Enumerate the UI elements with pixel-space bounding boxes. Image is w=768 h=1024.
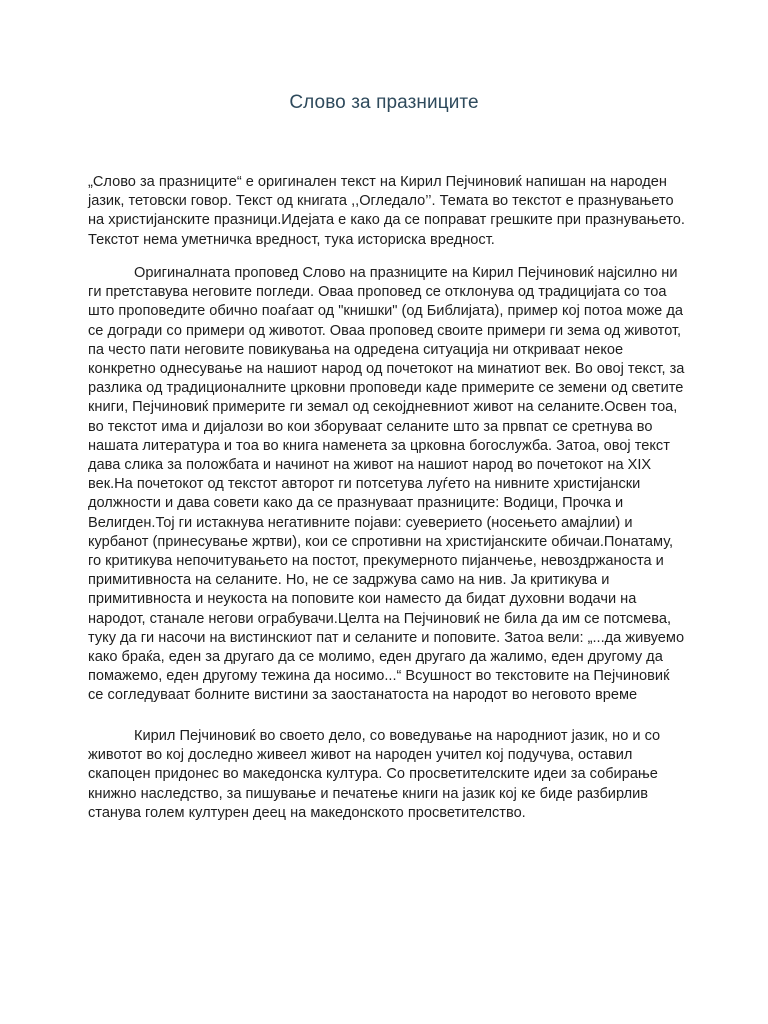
paragraph-text: Оригиналната проповед Слово на празниците на Кирил Пејчиновиќ најсилно ни ги претставува неговите погледи. Оваа проповед се отклонува од традицијата со тоа што проповедите обично поаѓаат од "книшки" (од Библијата), пример кој потоа може да се догради со примери од животот. Оваа проповед своите примери ги зема од животот, па често пати неговите повикувања на одредена ситуација ни откриваат некое конкретно однесување на нашиот народ од почетокот на минатиот век. Во овој текст, за разлика од традиционалните црковни проповеди каде примерите се земени од светите книги, Пејчиновиќ примерите ги земал од секојдневниот живот на селаните.Освен тоа, во текстот има и дијалози во кои зборуваат селаните што за првпат се сретнува во нашата литература и тоа во книга наменета за црковна богослужба. Затоа, овој текст дава слика за положбата и начинот на живот на нашиот народ во почетокот на XIX век.На почетокот од текстот авторот ги потсетува луѓето на нивните христијански должности и дава совети како да се празнуваат празниците: Водици, Прочка и Велигден.Тој ги истакнува негативните појави: суеверието (носењето амајлии) и курбанот (принесување жртви), кои се спротивни на христијанските обичаи.Понатаму, го критикува непочитувањето на постот, прекумерното пијанчење, невоздржаноста и примитивноста на селаните. Но, не се задржува само на нив. Ја критикува и примитивноста и неукоста на поповите кои наместо да бидат духовни водачи на народот, станале негови ограбувачи.Целта на Пејчиновиќ не била да им се потсмева, туку да ги насочи на вистинскиот пат и селаните и поповите. Затоа вели: „...да живуемо како браќа, еден за другаго да се молимо, еден другаго да жалимо, еден другому да помажемо, еден другому тежина да носимо...“ Всушност во текстовите на Пејчиновиќ се согледуваат болните вистини за заостанатоста на народот во неговото време bbox=[88, 265, 685, 704]
document-title: Слово за празниците bbox=[289, 92, 479, 113]
paragraph-conclusion bbox=[88, 727, 688, 823]
paragraph-main bbox=[88, 264, 688, 706]
paragraph-text: „Слово за празниците“ е оригинален текст на Кирил Пејчиновиќ напишан на народен јазик, тетовски говор. Текст од книгата ,,Огледало’’. Темата во текстот е празнувањето на христијанските празници.Идејата е како да се поправат грешките при празнувањето. Текстот нема уметничка вредност, тука историска вредност. bbox=[88, 174, 685, 248]
paragraph-text: Кирил Пејчиновиќ во своето дело, со воведување на народниот јазик, но и со животот во кој доследно живеел живот на народен учител кој подучува, оставил скапоцен придонес во македонска култура. Со просветителските идеи за собирање книжно наследство, за пишување и печатење книги на јазик кој ке биде разбирлив станува голем културен деец на македонското просветителство. bbox=[88, 728, 661, 821]
paragraph-intro bbox=[88, 173, 688, 250]
